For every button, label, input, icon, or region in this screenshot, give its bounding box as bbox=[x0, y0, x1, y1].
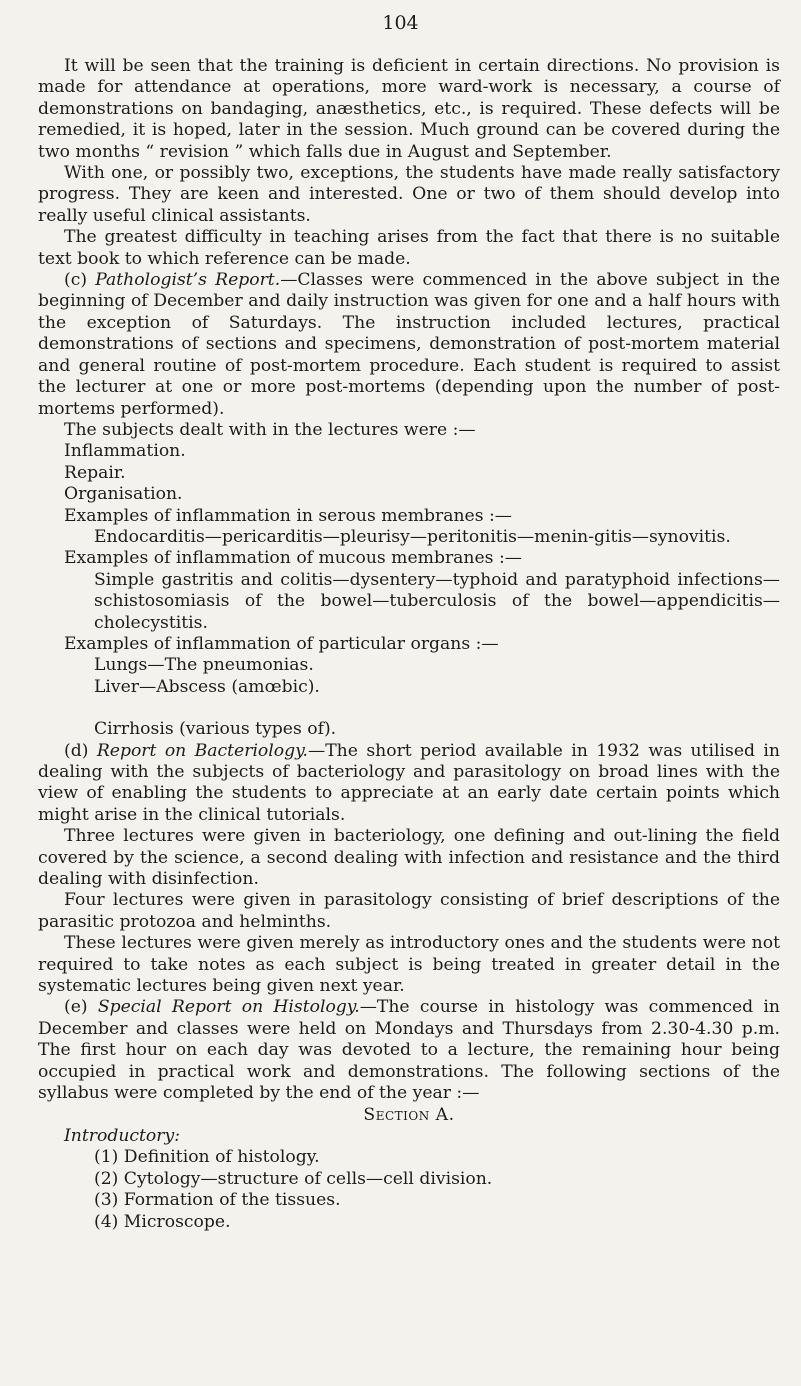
bacteriology-report-title: Report on Bacteriology. bbox=[96, 740, 309, 761]
subject-inflammation: Inflammation. bbox=[64, 441, 186, 462]
section-a-heading: Section A. bbox=[363, 1104, 455, 1125]
paragraph-training-deficient: It will be seen that the training is deficient in certain directions. No provision is made for attendance at operations, more ward-work is necessary, a course of demonstrations on bandaging, anæsthetics, etc., is required. These defects will be remedied, it is hoped, later in the session. Much ground can be covered during the two months “ revision ” which falls due in August and September. bbox=[38, 56, 780, 162]
pathologist-report-body: —Classes were commenced in the above subject in the beginning of December and daily instruction was given for one and a half hours with the exception of Saturdays. The instruction included lectures, practical demonstrations of sections and specimens, demonstration of post-mortem material and general routine of post-mortem procedure. Each student is required to assist the lecturer at one or more post-mortems (depending upon the number of post-mortems performed). bbox=[38, 270, 781, 419]
paragraph-student-progress: With one, or possibly two, exceptions, the students have made really satisfactory progress. They are keen and interested. One or two of them should develop into really useful clinical assistants. bbox=[38, 163, 780, 226]
organ-lungs: Lungs—The pneumonias. bbox=[94, 655, 314, 676]
page-number: 104 bbox=[382, 12, 419, 34]
section-label-e: (e) bbox=[64, 997, 88, 1018]
bacteriology-report-paragraph bbox=[38, 741, 780, 827]
pathologist-report-title: Pathologist’s Report. bbox=[95, 270, 281, 291]
syllabus-item: (3) Formation of the tissues. bbox=[94, 1190, 341, 1211]
introductory-lectures-note: These lectures were given merely as introductory ones and the students were not required to take notes as each subject is being treated in greater detail in the systematic lectures being given next year. bbox=[38, 933, 780, 997]
syllabus-item: (1) Definition of histology. bbox=[94, 1147, 320, 1168]
histology-report-body: —The course in histology was commenced in December and classes were held on Mondays and Thursdays from 2.30-4.30 p.m. The first hour on each day was devoted to a lecture, the remaining hour being occupied in practical work and demonstrations. The following sections of the syllabus were completed by the end of the year :— bbox=[38, 997, 780, 1104]
bacteriology-lectures: Three lectures were given in bacteriology, one defining and out-lining the field covered by the science, a second dealing with infection and resistance and the third dealing with disinfection. bbox=[38, 826, 780, 890]
mucous-membranes-items: Simple gastritis and colitis—dysentery—typhoid and paratyphoid infections—schistosomiasis of the bowel—tuberculosis of the bowel—appendicitis—cholecystitis. bbox=[94, 569, 780, 633]
introductory-heading: Introductory: bbox=[64, 1125, 180, 1146]
section-label-c: (c) bbox=[64, 270, 88, 291]
histology-report-paragraph bbox=[38, 997, 780, 1104]
subject-organisation: Organisation. bbox=[64, 484, 183, 505]
syllabus-item: (4) Microscope. bbox=[94, 1211, 231, 1232]
syllabus-item: (2) Cytology—structure of cells—cell division. bbox=[94, 1168, 493, 1189]
serous-membranes-items: Endocarditis—pericarditis—pleurisy—peritonitis—menin-gitis—synovitis. bbox=[94, 526, 731, 547]
parasitology-lectures: Four lectures were given in parasitology consisting of brief descriptions of the parasitic protozoa and helminths. bbox=[38, 890, 780, 932]
paragraph-text-book: The greatest difficulty in teaching arises from the fact that there is no suitable text book to which reference can be made. bbox=[38, 227, 780, 269]
pathologist-report-paragraph bbox=[38, 270, 780, 420]
subjects-intro: The subjects dealt with in the lectures were :— bbox=[64, 419, 476, 440]
serous-membranes-heading: Examples of inflammation in serous membranes :— bbox=[64, 505, 512, 526]
bacteriology-report-body: —The short period available in 1932 was utilised in dealing with the subjects of bacteriology and parasitology on broad lines with the view of enabling the students to appreciate at an early date certain points which might arise in the clinical tutorials. bbox=[38, 740, 780, 825]
particular-organs-heading: Examples of inflammation of particular organs :— bbox=[64, 633, 499, 654]
section-label-d: (d) bbox=[64, 740, 89, 761]
subject-repair: Repair. bbox=[64, 462, 126, 483]
organ-liver: Liver—Abscess (amœbic). bbox=[94, 676, 320, 697]
histology-report-title: Special Report on Histology. bbox=[97, 997, 360, 1018]
organ-cirrhosis: Cirrhosis (various types of). bbox=[94, 719, 337, 740]
mucous-membranes-heading: Examples of inflammation of mucous membranes :— bbox=[64, 548, 522, 569]
page-body bbox=[38, 56, 780, 1233]
